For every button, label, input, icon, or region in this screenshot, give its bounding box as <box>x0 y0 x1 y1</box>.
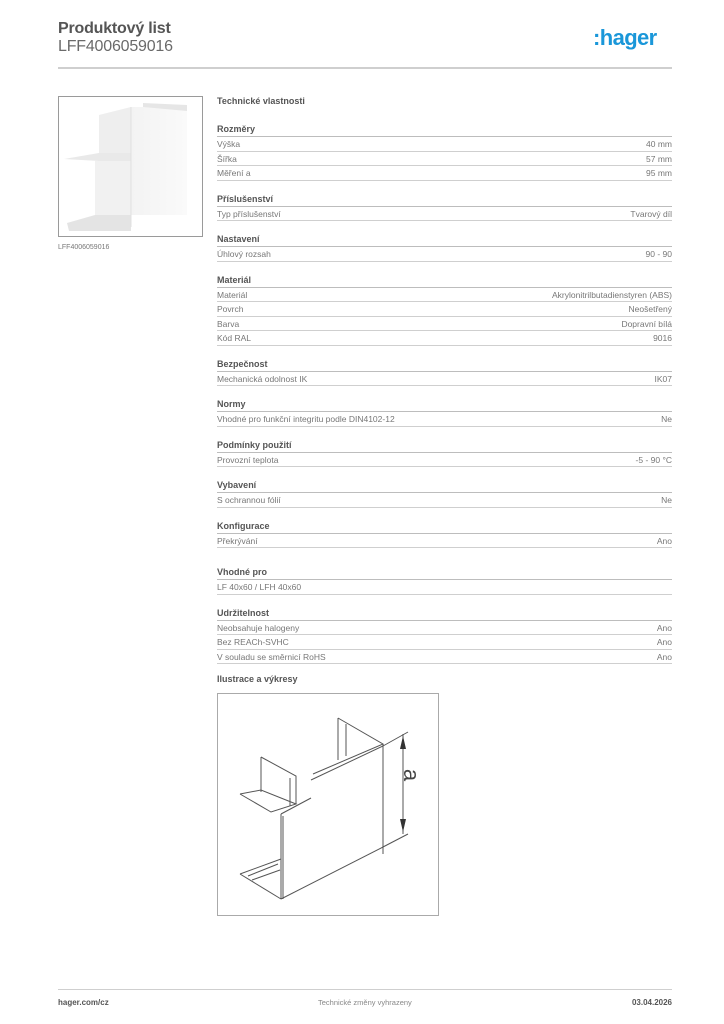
spec-group-settings <box>217 233 672 262</box>
footer-date: 03.04.2026 <box>631 998 672 1007</box>
spec-row <box>217 621 672 636</box>
group-title: Udržitelnost <box>217 607 672 621</box>
spec-group-accessories <box>217 193 672 222</box>
spec-value: Ano <box>656 622 672 633</box>
technical-drawing <box>217 693 439 916</box>
spec-label: Bez REACh-SVHC <box>217 637 289 647</box>
group-title: Příslušenství <box>217 193 672 207</box>
spec-row <box>217 166 672 181</box>
product-photo-icon <box>59 97 202 236</box>
spec-value: 9016 <box>653 333 672 343</box>
group-title: Vhodné pro <box>217 566 672 580</box>
footer-divider <box>58 989 672 990</box>
spec-label: LF 40x60 / LFH 40x60 <box>217 582 302 592</box>
spec-group-material <box>217 274 672 346</box>
footer-website-link[interactable]: hager.com/cz <box>58 998 109 1007</box>
spec-value: -5 - 90 °C <box>635 454 672 465</box>
specs-title: Technické vlastnosti <box>217 96 305 106</box>
thumbnail-caption: LFF4006059016 <box>58 244 110 251</box>
spec-label: Povrch <box>217 304 244 314</box>
spec-label: Typ příslušenství <box>217 208 281 219</box>
header-divider <box>58 67 672 69</box>
spec-label: Výška <box>217 139 241 149</box>
spec-value: Ne <box>661 414 672 424</box>
spec-group-equipment <box>217 479 672 508</box>
spec-group-sustainability <box>217 607 672 665</box>
spec-row <box>217 534 672 549</box>
spec-value: Akrylonitrilbutadienstyren (ABS) <box>552 289 672 300</box>
group-title: Konfigurace <box>217 520 672 534</box>
group-title: Nastavení <box>217 233 672 247</box>
group-title: Vybavení <box>217 479 672 493</box>
spec-row <box>217 580 672 595</box>
product-code: LFF4006059016 <box>58 38 173 55</box>
spec-row <box>217 247 672 262</box>
spec-value: IK07 <box>654 373 672 384</box>
spec-row <box>217 412 672 427</box>
spec-group-standards <box>217 398 672 427</box>
spec-row <box>217 650 672 665</box>
spec-value: Ano <box>656 637 672 647</box>
spec-group-conditions <box>217 439 672 468</box>
spec-value: Neošetřený <box>628 304 672 314</box>
illustration-title: Ilustrace a výkresy <box>217 674 298 684</box>
spec-row <box>217 635 672 650</box>
spec-value: Ano <box>656 535 672 546</box>
spec-row <box>217 372 672 387</box>
page-title: Produktový list <box>58 20 171 37</box>
group-title: Normy <box>217 398 672 412</box>
dimension-label: a <box>399 768 425 782</box>
spec-row <box>217 152 672 167</box>
spec-value: Ano <box>656 651 672 662</box>
spec-row <box>217 137 672 152</box>
spec-label: V souladu se směrnicí RoHS <box>217 651 326 662</box>
group-title: Materiál <box>217 274 672 288</box>
spec-value: 95 mm <box>646 168 672 178</box>
spec-label: Vhodné pro funkční integritu podle DIN4102-12 <box>217 414 395 424</box>
spec-label: Provozní teplota <box>217 454 279 465</box>
spec-row <box>217 331 672 346</box>
spec-label: Barva <box>217 318 240 329</box>
spec-label: Šířka <box>217 153 237 164</box>
spec-label: Materiál <box>217 289 248 300</box>
spec-label: Mechanická odolnost IK <box>217 373 308 384</box>
spec-label: Úhlový rozsah <box>217 249 271 259</box>
spec-label: Překrývání <box>217 535 258 546</box>
hager-logo: :hager <box>593 25 657 50</box>
product-thumbnail <box>58 96 203 237</box>
spec-label: Neobsahuje halogeny <box>217 622 300 633</box>
spec-group-configuration <box>217 520 672 549</box>
spec-group-dimensions <box>217 123 672 181</box>
spec-value: 57 mm <box>646 153 672 164</box>
spec-group-safety <box>217 358 672 387</box>
spec-row <box>217 493 672 508</box>
spec-row <box>217 453 672 468</box>
spec-row <box>217 288 672 303</box>
spec-row <box>217 317 672 332</box>
group-title: Bezpečnost <box>217 358 672 372</box>
technical-specs <box>217 96 672 676</box>
group-title: Podmínky použití <box>217 439 672 453</box>
spec-value: 40 mm <box>646 139 672 149</box>
group-title: Rozměry <box>217 123 672 137</box>
spec-label: S ochrannou fólií <box>217 495 281 505</box>
spec-value: Dopravní bílá <box>621 318 672 329</box>
spec-value: Ne <box>661 495 672 505</box>
spec-label: Kód RAL <box>217 333 252 343</box>
spec-row <box>217 302 672 317</box>
spec-value: Tvarový díl <box>630 208 672 219</box>
spec-value: 90 - 90 <box>645 249 672 259</box>
spec-label: Měření a <box>217 168 251 178</box>
spec-row <box>217 207 672 222</box>
footer-notice: Technické změny vyhrazeny <box>318 998 412 1007</box>
line-drawing-icon <box>218 694 438 915</box>
spec-group-suitable-for <box>217 566 672 595</box>
